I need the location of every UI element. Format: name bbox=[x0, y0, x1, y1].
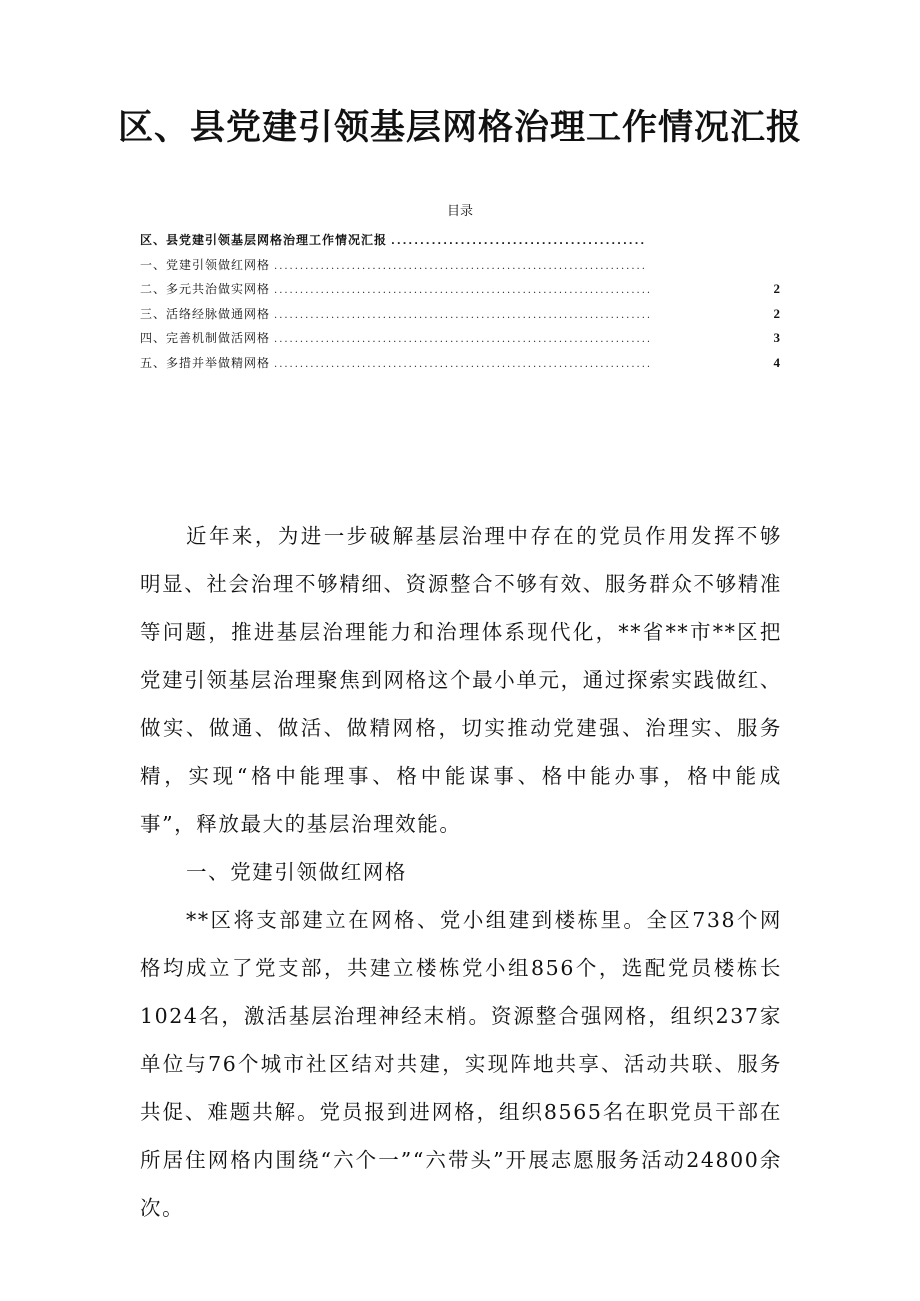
toc-entry[interactable] bbox=[140, 228, 780, 253]
toc-leader-dots: ......................................................................... bbox=[274, 358, 653, 370]
toc-entry[interactable] bbox=[140, 351, 780, 376]
section-paragraph: **区将支部建立在网格、党小组建到楼栋里。全区738个网格均成立了党支部，共建立楼栋党小组856个，选配党员楼栋长1024名，激活基层治理神经末梢。资源整合强网格，组织237家单位与76个城市社区结对共建，实现阵地共享、活动共联、服务共促、难题共解。党员报到进网格，组织8565名在职党员干部在所居住网格内围绕“六个一”“六带头”开展志愿服务活动24800余次。 bbox=[140, 908, 782, 1220]
toc-page-number: 3 bbox=[773, 330, 780, 345]
document-title: 区、县党建引领基层网格治理工作情况汇报 bbox=[117, 108, 802, 148]
toc-page-number: 2 bbox=[773, 281, 780, 296]
toc-leader-dots: ......................................................................... bbox=[274, 309, 653, 321]
toc-leader-dots: ........................................................................ bbox=[274, 260, 647, 272]
toc-entry-label: 三、活络经脉做通网格 bbox=[140, 306, 271, 321]
toc-leader-dots: ......................................................................... bbox=[274, 285, 653, 296]
toc-entry-label: 一、党建引领做红网格 bbox=[140, 257, 271, 272]
toc-entry-label: 二、多元共治做实网格 bbox=[140, 282, 271, 296]
toc-page-number: 2 bbox=[773, 305, 780, 321]
toc-entry[interactable] bbox=[140, 253, 780, 278]
toc-entry-label: 五、多措并举做精网格 bbox=[140, 355, 271, 370]
section-heading: 一、党建引领做红网格 bbox=[186, 860, 407, 884]
toc-page-number: 4 bbox=[773, 354, 780, 370]
toc-heading: 目录 bbox=[446, 204, 473, 219]
toc-leader-dots: ......................................................................... bbox=[274, 334, 653, 345]
intro-paragraph: 近年来，为进一步破解基层治理中存在的党员作用发挥不够明显、社会治理不够精细、资源整合不够有效、服务群众不够精准等问题，推进基层治理能力和治理体系现代化，**省**市**区把党建引领基层治理聚焦到网格这个最小单元，通过探索实践做红、做实、做通、做活、做精网格，切实推动党建强、治理实、服务精，实现“格中能理事、格中能谋事、格中能办事，格中能成事”，释放最大的基层治理效能。 bbox=[140, 524, 782, 836]
toc-leader-dots: ............................................ bbox=[391, 236, 647, 247]
toc-entry[interactable] bbox=[140, 326, 780, 351]
toc-entry-label: 四、完善机制做活网格 bbox=[140, 331, 271, 345]
toc-entry-label: 区、县党建引领基层网格治理工作情况汇报 bbox=[140, 233, 388, 247]
toc-entry[interactable] bbox=[140, 277, 780, 302]
table-of-contents bbox=[140, 228, 780, 375]
toc-entry[interactable] bbox=[140, 302, 780, 327]
